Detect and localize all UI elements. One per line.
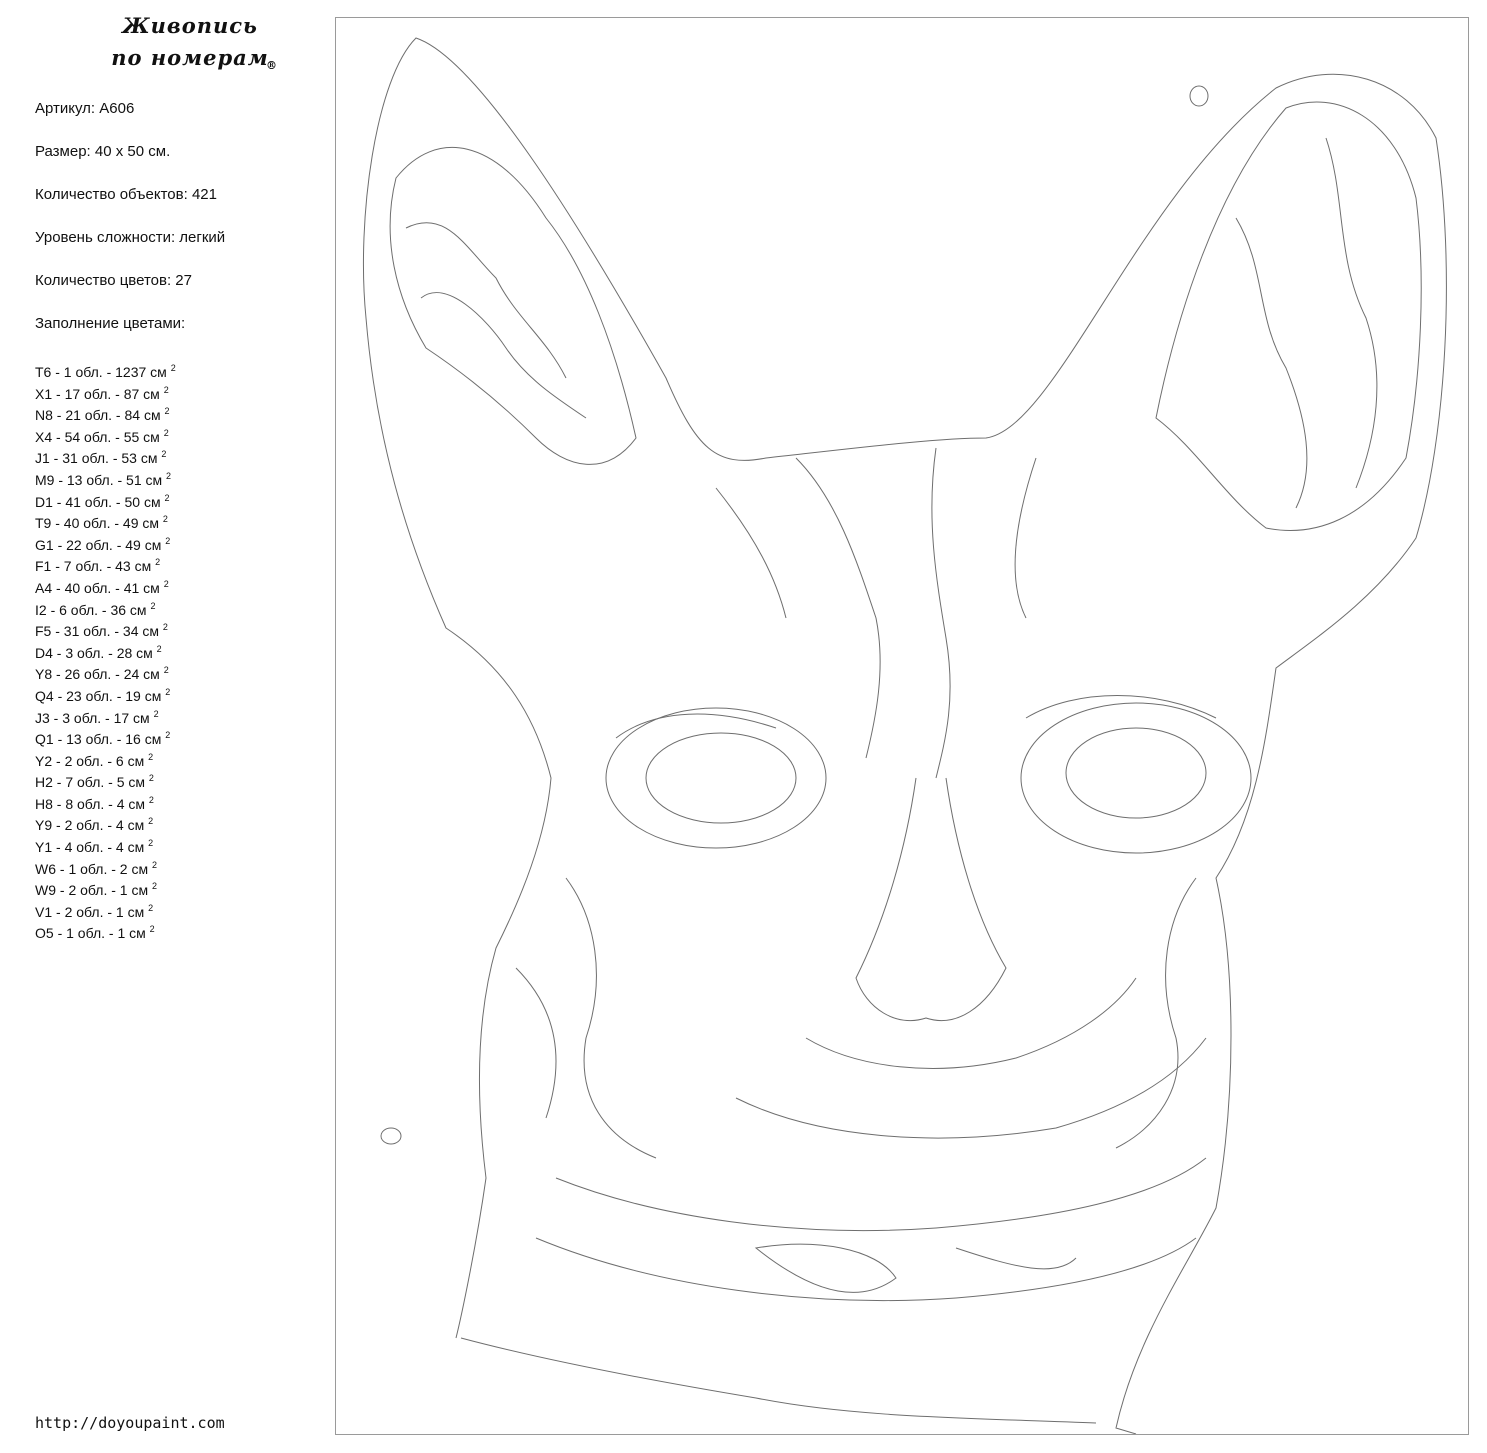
fill-item-text: A4 - 40 обл. - 41 см — [35, 579, 160, 596]
fill-item-text: G1 - 22 обл. - 49 см — [35, 536, 162, 553]
object-count: Количество объектов: 421 — [35, 186, 217, 203]
coloring-canvas — [335, 17, 1469, 1435]
fill-item — [35, 423, 176, 445]
product-info — [35, 98, 225, 356]
fill-item-text: Y2 - 2 обл. - 6 см — [35, 752, 145, 769]
canvas-size: Размер: 40 х 50 см. — [35, 143, 171, 160]
fill-item-unit-sup: 2 — [163, 665, 169, 676]
fill-item-text: Y1 - 4 обл. - 4 см — [35, 839, 145, 856]
fill-item — [35, 704, 176, 726]
fill-item-text: T6 - 1 обл. - 1237 см — [35, 364, 167, 380]
fill-item-unit-sup: 2 — [148, 902, 154, 913]
fill-item — [35, 466, 176, 488]
detail-dot-1 — [1190, 86, 1208, 106]
fill-item — [35, 444, 176, 466]
cat-outline-drawing — [336, 18, 1468, 1434]
head-silhouette — [363, 38, 1446, 1434]
fill-item-text: N8 - 21 обл. - 84 см — [35, 407, 161, 424]
fill-item — [35, 509, 176, 531]
fill-item-text: Y9 - 2 обл. - 4 см — [35, 817, 145, 834]
fill-item-text: D4 - 3 обл. - 28 см — [35, 644, 153, 661]
forehead-lines — [796, 458, 880, 758]
fill-item-text: T9 - 40 обл. - 49 см — [35, 515, 160, 532]
fill-item-unit-sup: 2 — [163, 384, 169, 395]
fill-item — [35, 401, 176, 423]
color-fill-list — [35, 358, 176, 941]
fill-item-text: F1 - 7 обл. - 43 см — [35, 558, 152, 575]
right-cheek — [1116, 878, 1196, 1148]
fill-item — [35, 380, 176, 402]
chin-folds — [556, 1158, 1206, 1231]
fill-item-text: V1 - 2 обл. - 1 см — [35, 903, 145, 920]
fill-item-text: O5 - 1 обл. - 1 см — [35, 925, 146, 942]
fill-item-unit-sup: 2 — [148, 773, 154, 784]
fill-item-text: W9 - 2 обл. - 1 см — [35, 882, 149, 899]
fill-item — [35, 574, 176, 596]
left-eye — [606, 708, 826, 848]
fill-item — [35, 768, 176, 790]
fill-item-text: H2 - 7 обл. - 5 см — [35, 774, 145, 791]
fill-item-unit-sup: 2 — [150, 600, 156, 611]
detail-dot-2 — [381, 1128, 401, 1144]
fill-item-unit-sup: 2 — [148, 816, 154, 827]
fill-item-unit-sup: 2 — [170, 363, 176, 373]
fill-item-unit-sup: 2 — [165, 535, 171, 546]
fill-item-unit-sup: 2 — [161, 449, 167, 460]
fill-item-unit-sup: 2 — [165, 730, 171, 741]
fill-item-unit-sup: 2 — [163, 578, 169, 589]
fill-item-text: J1 - 31 обл. - 53 см — [35, 450, 158, 467]
right-ear-inner — [1156, 102, 1421, 530]
fill-item-text: D1 - 41 обл. - 50 см — [35, 493, 161, 510]
mouth — [806, 978, 1136, 1068]
fill-item-text: Y8 - 26 обл. - 24 см — [35, 666, 160, 683]
fill-item — [35, 596, 176, 618]
fill-item-unit-sup: 2 — [149, 924, 155, 935]
fill-item — [35, 552, 176, 574]
fill-item — [35, 747, 176, 769]
fill-item-text: M9 - 13 обл. - 51 см — [35, 471, 163, 488]
fill-item-unit-sup: 2 — [151, 881, 157, 892]
fill-item-unit-sup: 2 — [148, 794, 154, 805]
fill-item — [35, 855, 176, 877]
article-number: Артикул: А606 — [35, 100, 135, 117]
fill-item — [35, 488, 176, 510]
fill-item-unit-sup: 2 — [166, 470, 172, 481]
fill-item — [35, 898, 176, 920]
fill-item-unit-sup: 2 — [162, 622, 168, 633]
fill-item-text: W6 - 1 обл. - 2 см — [35, 860, 149, 877]
fill-item-unit-sup: 2 — [162, 514, 168, 525]
fill-item-unit-sup: 2 — [148, 751, 154, 762]
fill-item — [35, 725, 176, 747]
right-eye — [1021, 703, 1251, 853]
registered-mark: ® — [266, 59, 278, 72]
color-count: Количество цветов: 27 — [35, 272, 192, 289]
fill-item-unit-sup: 2 — [163, 427, 169, 438]
fill-item-text: I2 - 6 обл. - 36 см — [35, 601, 147, 618]
fill-item-text: Q1 - 13 обл. - 16 см — [35, 731, 162, 748]
fill-item-unit-sup: 2 — [164, 406, 170, 417]
fill-item-text: Q4 - 23 обл. - 19 см — [35, 687, 162, 704]
fill-item-unit-sup: 2 — [148, 838, 154, 849]
fill-item-text: X1 - 17 обл. - 87 см — [35, 385, 160, 402]
fill-item-unit-sup: 2 — [165, 686, 171, 697]
fill-item — [35, 833, 176, 855]
fill-item — [35, 811, 176, 833]
fill-item — [35, 639, 176, 661]
fill-item-unit-sup: 2 — [153, 708, 159, 719]
fill-item-text: F5 - 31 обл. - 34 см — [35, 623, 160, 640]
fill-item-unit-sup: 2 — [155, 557, 161, 568]
fill-item-text: H8 - 8 обл. - 4 см — [35, 795, 145, 812]
fill-item-unit-sup: 2 — [151, 859, 157, 870]
fill-item-text: J3 - 3 обл. - 17 см — [35, 709, 150, 726]
fill-item-unit-sup: 2 — [164, 492, 170, 503]
fill-item — [35, 682, 176, 704]
fill-item — [35, 919, 176, 941]
fill-heading: Заполнение цветами: — [35, 315, 186, 332]
fill-item — [35, 790, 176, 812]
nose — [856, 778, 1006, 1021]
fill-item — [35, 876, 176, 898]
logo-line-2: по номерам — [111, 45, 269, 70]
fill-item — [35, 617, 176, 639]
brand-logo — [80, 10, 300, 74]
website-link[interactable]: http://doyoupaint.com — [35, 1414, 225, 1432]
difficulty-level: Уровень сложности: легкий — [35, 229, 226, 246]
fill-item-text: X4 - 54 обл. - 55 см — [35, 428, 160, 445]
legend-panel — [0, 0, 320, 1453]
fill-item — [35, 531, 176, 553]
left-cheek — [566, 878, 656, 1158]
fill-item-unit-sup: 2 — [156, 643, 162, 654]
logo-line-1: Живопись — [122, 13, 258, 38]
fill-item — [35, 660, 176, 682]
fill-item — [35, 358, 176, 380]
